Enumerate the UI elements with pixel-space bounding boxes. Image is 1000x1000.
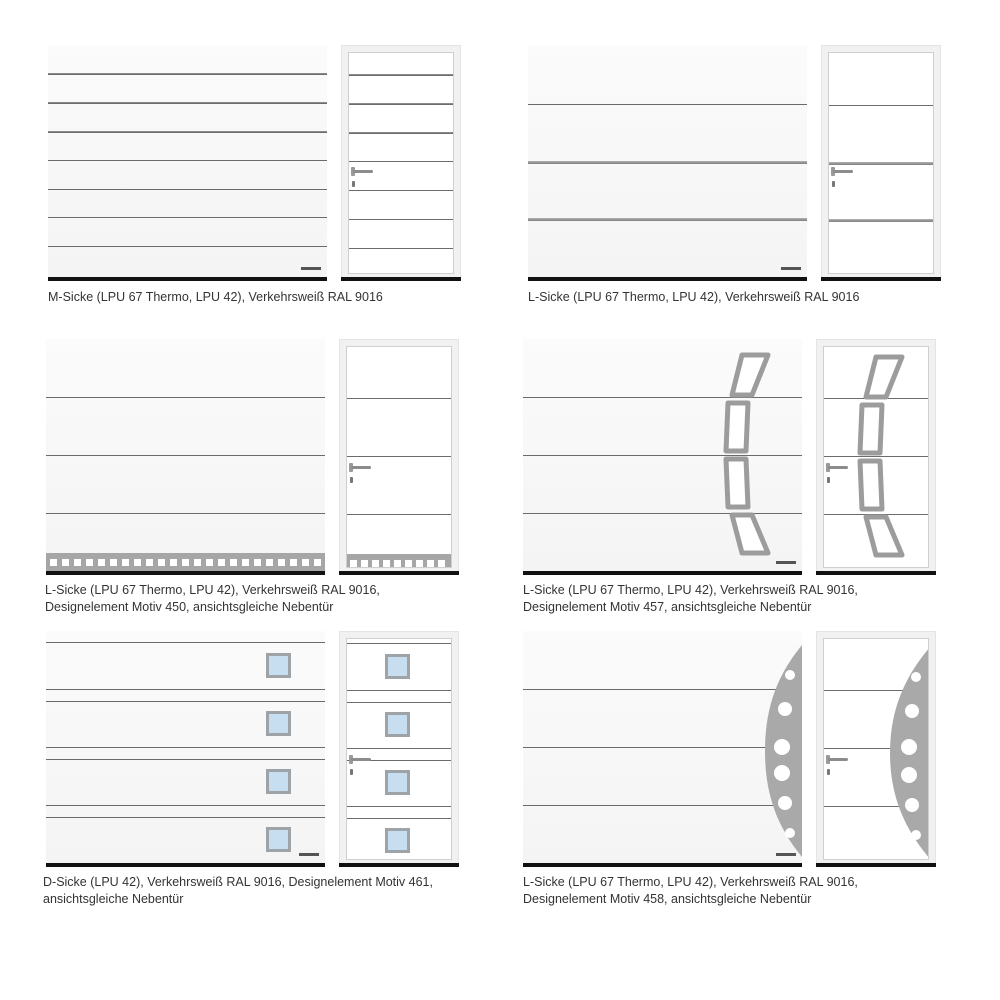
product-caption: L-Sicke (LPU 67 Thermo, LPU 42), Verkehrsweiß RAL 9016, Designelement Motiv 450, ansichtsgleiche Nebentür [45, 583, 380, 614]
side-door-image [816, 339, 936, 575]
garage-door-image [523, 631, 802, 867]
product-caption: D-Sicke (LPU 42), Verkehrsweiß RAL 9016, Designelement Motiv 461, ansichtsgleiche Nebentür [43, 875, 433, 906]
brand-plate [301, 267, 321, 270]
motif-457-arc-windows [718, 351, 778, 557]
door-handle [351, 466, 371, 469]
brand-plate [776, 561, 796, 564]
side-door-image [816, 631, 936, 867]
door-handle [353, 170, 373, 173]
garage-door-image [48, 45, 327, 281]
side-door-image [341, 45, 461, 281]
door-handle [828, 466, 848, 469]
window-square [266, 711, 291, 736]
window-square [385, 770, 410, 795]
garage-door-image [46, 339, 325, 575]
garage-door-image [528, 45, 807, 281]
window-square [385, 654, 410, 679]
window-square [266, 827, 291, 852]
motif-458-half-moon [890, 647, 929, 859]
product-caption: L-Sicke (LPU 67 Thermo, LPU 42), Verkehrsweiß RAL 9016, Designelement Motiv 458, ansichtsgleiche Nebentür [523, 875, 858, 906]
product-caption: L-Sicke (LPU 67 Thermo, LPU 42), Verkehrsweiß RAL 9016, Designelement Motiv 457, ansichtsgleiche Nebentür [523, 583, 858, 614]
door-handle [351, 758, 371, 761]
garage-door-image [523, 339, 802, 575]
brand-plate [781, 267, 801, 270]
brand-plate [299, 853, 319, 856]
motif-450-band [46, 553, 325, 571]
window-square [385, 828, 410, 853]
door-handle [833, 170, 853, 173]
garage-door-image [46, 631, 325, 867]
brand-plate [776, 853, 796, 856]
motif-457-arc-windows [852, 353, 912, 559]
motif-450-band [347, 554, 451, 568]
window-square [266, 769, 291, 794]
side-door-image [821, 45, 941, 281]
door-handle [828, 758, 848, 761]
side-door-image [339, 339, 459, 575]
window-square [266, 653, 291, 678]
motif-458-half-moon [765, 645, 802, 857]
product-caption: M-Sicke (LPU 67 Thermo, LPU 42), Verkehrsweiß RAL 9016 [48, 290, 383, 304]
product-caption: L-Sicke (LPU 67 Thermo, LPU 42), Verkehrsweiß RAL 9016 [528, 290, 860, 304]
side-door-image [339, 631, 459, 867]
window-square [385, 712, 410, 737]
